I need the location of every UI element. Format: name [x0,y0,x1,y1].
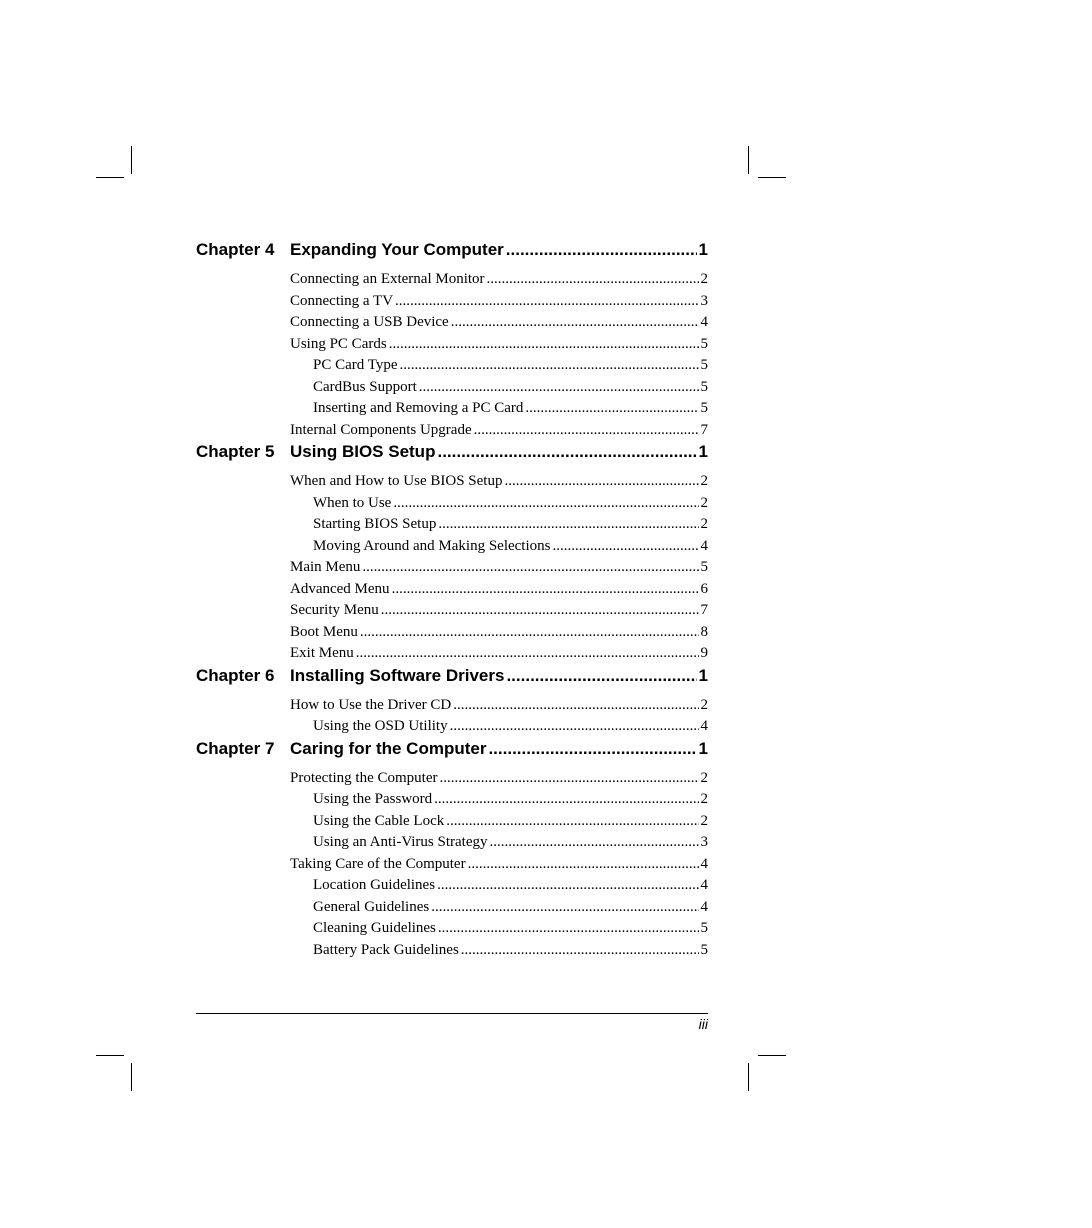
chapter-heading[interactable] [0,441,1092,471]
crop-mark [758,1055,786,1056]
entry-title: Protecting the Computer [290,769,438,786]
toc-subentry[interactable] [313,897,708,919]
page-number: iii [698,1016,708,1032]
chapter-heading[interactable] [0,239,1092,269]
dot-leader [438,918,699,939]
dot-leader [360,622,699,643]
entry-title: Using the OSD Utility [313,718,448,734]
entry-title: Starting BIOS Setup [313,516,437,532]
dot-leader [552,536,698,557]
entry-page-number: 5 [700,335,708,352]
crop-mark [131,146,132,174]
toc-entry[interactable] [290,291,708,313]
entry-title: When and How to Use BIOS Setup [290,473,503,489]
chapter-page-number: 1 [698,240,708,259]
chapter-title: Expanding Your Computer [290,240,504,259]
dot-leader [400,355,699,376]
crop-mark [131,1063,132,1091]
entry-page-number: 2 [700,516,708,532]
entry-title: Connecting a USB Device [290,314,449,330]
dot-leader [431,897,698,918]
entry-page-number: 2 [700,494,708,511]
entry-title: Boot Menu [290,623,358,640]
dot-leader [437,875,698,896]
footer-rule [196,1013,708,1014]
entry-page-number: 4 [700,898,708,915]
toc-subentry[interactable] [313,875,708,897]
chapter-label: Chapter 6 [196,665,275,685]
entry-title: Connecting a TV [290,292,394,309]
entry-page-number: 7 [700,421,708,438]
chapter-page-number: 1 [698,665,708,685]
toc-entry[interactable] [290,695,708,717]
dot-leader [356,643,699,664]
toc-subentry[interactable] [313,716,708,738]
entry-title: PC Card Type [313,357,398,373]
entry-title: Exit Menu [290,645,354,661]
dot-leader [488,738,696,760]
chapter-title-line [290,665,708,687]
entry-page-number: 2 [700,473,708,489]
entry-page-number: 9 [700,645,708,661]
dot-leader [490,832,699,853]
toc-entry[interactable] [290,312,708,334]
crop-mark [96,1055,124,1056]
chapter-label: Chapter 5 [196,442,275,461]
dot-leader [434,789,698,810]
toc-entry[interactable] [290,420,708,442]
toc-subentry[interactable] [313,377,708,399]
toc-subentry[interactable] [313,398,708,420]
chapter-label: Chapter 4 [196,240,275,259]
entry-title: Using the Cable Lock [313,812,445,829]
chapter-block [0,441,1092,665]
chapter-title: Using BIOS Setup [290,442,436,461]
entry-title: Main Menu [290,559,361,575]
dot-leader [437,441,696,463]
crop-mark [96,177,124,178]
dot-leader [487,269,699,290]
toc-subentry[interactable] [313,536,708,558]
toc-subentry[interactable] [313,832,708,854]
dot-leader [446,811,698,832]
entry-page-number: 4 [700,855,708,872]
dot-leader [395,291,698,312]
toc-subentry[interactable] [313,355,708,377]
entry-title: CardBus Support [313,378,417,395]
entry-title: Using PC Cards [290,335,387,352]
dot-leader [381,600,699,621]
dot-leader [392,579,699,600]
entry-title: Moving Around and Making Selections [313,537,551,554]
dot-leader [453,695,698,716]
entry-page-number: 6 [700,580,708,597]
dot-leader [504,471,698,492]
chapter-title-line [290,738,708,760]
entry-title: Connecting an External Monitor [290,271,485,287]
entry-page-number: 4 [700,314,708,330]
chapter-title-line [290,441,708,463]
entry-page-number: 2 [700,791,708,807]
dot-leader [525,398,698,419]
toc-subentry[interactable] [313,811,708,833]
dot-leader [506,239,697,261]
dot-leader [506,665,696,687]
entry-page-number: 4 [700,537,708,554]
dot-leader [389,334,699,355]
toc-subentry[interactable] [313,789,708,811]
entry-title: Security Menu [290,602,379,618]
entry-title: Taking Care of the Computer [290,855,466,872]
chapter-page-number: 1 [698,738,708,758]
entry-page-number: 8 [700,623,708,640]
toc-entry[interactable] [290,600,708,622]
chapter-label: Chapter 7 [196,738,275,758]
toc-entry[interactable] [290,557,708,579]
toc-subentry[interactable] [313,918,708,940]
chapter-heading[interactable] [0,738,1092,768]
dot-leader [451,312,699,333]
entry-page-number: 5 [700,559,708,575]
toc-entry[interactable] [290,269,708,291]
dot-leader [461,940,699,961]
entry-title: Using the Password [313,791,433,807]
toc-subentry[interactable] [313,940,708,962]
toc-entry[interactable] [290,579,708,601]
chapter-title: Caring for the Computer [290,738,487,758]
entry-page-number: 2 [700,271,708,287]
crop-mark [748,146,749,174]
entry-page-number: 7 [700,602,708,618]
dot-leader [474,420,699,441]
entry-page-number: 2 [700,812,708,829]
entry-page-number: 5 [700,920,708,936]
toc-entry[interactable] [290,768,708,790]
chapter-title-line [290,239,708,261]
entry-title: Advanced Menu [290,580,390,597]
entry-title: Using an Anti-Virus Strategy [313,834,488,850]
chapter-page-number: 1 [698,442,708,461]
entry-page-number: 4 [700,877,708,893]
entry-page-number: 5 [700,357,708,373]
chapter-heading[interactable] [0,665,1092,695]
entry-page-number: 5 [700,378,708,395]
chapter-title: Installing Software Drivers [290,665,505,685]
dot-leader [468,854,699,875]
entry-page-number: 3 [700,834,708,850]
table-of-contents [0,239,1092,961]
entry-title: General Guidelines [313,898,430,915]
crop-mark [758,177,786,178]
entry-page-number: 3 [700,292,708,309]
dot-leader [450,716,699,737]
dot-leader [438,514,698,535]
chapter-block [0,738,1092,962]
chapter-block [0,665,1092,738]
toc-entry[interactable] [290,471,708,493]
dot-leader [393,493,698,514]
entry-title: Cleaning Guidelines [313,920,436,936]
dot-leader [439,768,698,789]
entry-page-number: 4 [700,718,708,734]
entry-page-number: 2 [700,696,708,713]
toc-entry[interactable] [290,854,708,876]
entry-title: When to Use [313,494,392,511]
toc-entry[interactable] [290,334,708,356]
dot-leader [362,557,698,578]
entry-title: Internal Components Upgrade [290,421,472,438]
entry-title: Inserting and Removing a PC Card [313,400,524,416]
dot-leader [419,377,699,398]
crop-mark [748,1063,749,1091]
chapter-block [0,239,1092,441]
toc-entry[interactable] [290,622,708,644]
entry-title: How to Use the Driver CD [290,696,452,713]
toc-subentry[interactable] [313,493,708,515]
entry-title: Battery Pack Guidelines [313,941,459,958]
toc-subentry[interactable] [313,514,708,536]
toc-entry[interactable] [290,643,708,665]
entry-page-number: 5 [700,941,708,958]
entry-title: Location Guidelines [313,877,436,893]
entry-page-number: 2 [700,769,708,786]
entry-page-number: 5 [700,400,708,416]
